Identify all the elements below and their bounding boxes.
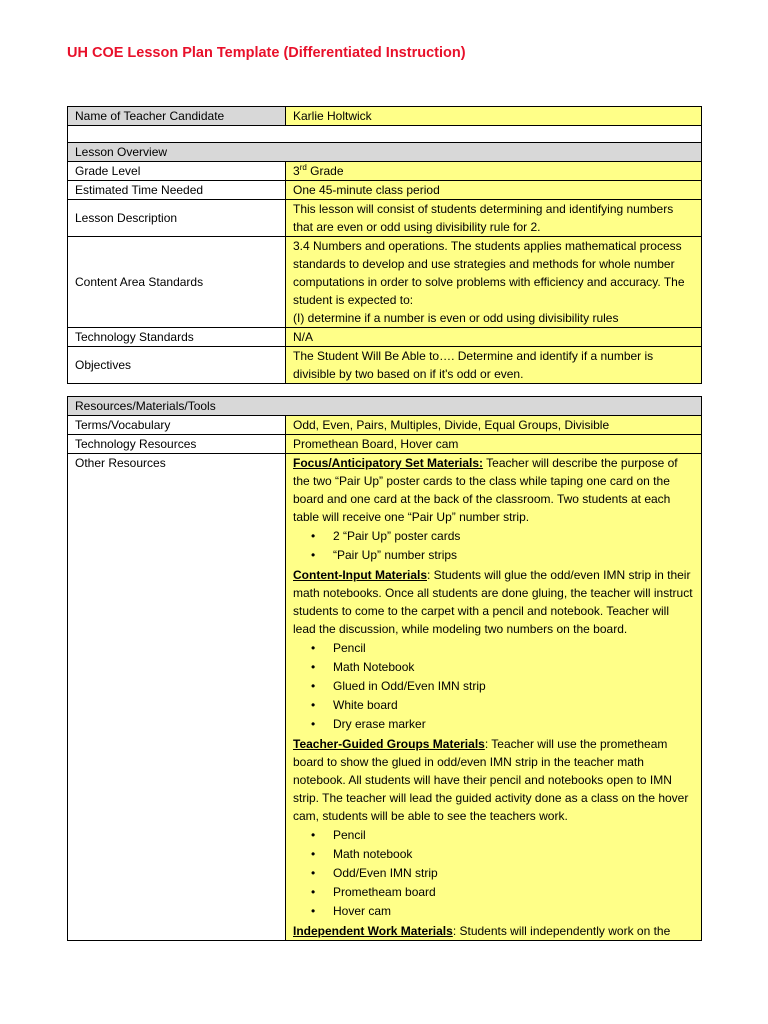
objectives-row	[68, 347, 702, 384]
list-item: • “Pair Up” number strips	[333, 546, 694, 565]
lesson-description-value: This lesson will consist of students determining and identifying numbers that are even or odd using divisibility rule for 2.	[286, 200, 702, 237]
terms-value: Odd, Even, Pairs, Multiples, Divide, Equal Groups, Divisible	[286, 416, 702, 435]
resources-heading: Resources/Materials/Tools	[68, 397, 702, 416]
terms-row	[68, 416, 702, 435]
technology-standards-label: Technology Standards	[68, 328, 286, 347]
tech-resources-label: Technology Resources	[68, 435, 286, 454]
list-item: • White board	[333, 696, 694, 715]
list-item: • Prometheam board	[333, 883, 694, 902]
grade-level-value: 3rd Grade	[286, 162, 702, 181]
independent-work-paragraph: Independent Work Materials: Students will independently work on the	[293, 924, 671, 938]
resources-heading-row	[68, 397, 702, 416]
list-item: • Math notebook	[333, 845, 694, 864]
focus-materials-heading: Focus/Anticipatory Set Materials:	[293, 456, 484, 470]
tech-resources-row	[68, 435, 702, 454]
list-item: • Math Notebook	[333, 658, 694, 677]
focus-materials-list	[293, 527, 694, 565]
tech-resources-value: Promethean Board, Hover cam	[286, 435, 702, 454]
time-needed-value: One 45-minute class period	[286, 181, 702, 200]
technology-standards-value: N/A	[286, 328, 702, 347]
content-standards-label: Content Area Standards	[68, 237, 286, 328]
lesson-description-label: Lesson Description	[68, 200, 286, 237]
list-item: • Pencil	[333, 639, 694, 658]
overview-heading: Lesson Overview	[68, 143, 702, 162]
content-standards-row	[68, 237, 702, 328]
list-item: • Odd/Even IMN strip	[333, 864, 694, 883]
teacher-guided-heading: Teacher-Guided Groups Materials	[293, 737, 485, 751]
spacer-cell	[68, 126, 702, 143]
terms-label: Terms/Vocabulary	[68, 416, 286, 435]
overview-heading-row	[68, 143, 702, 162]
teacher-guided-paragraph: Teacher-Guided Groups Materials: Teacher will use the prometheam board to show the glued in odd/even IMN strip in the teacher math notebook. All students will have their pencil and notebooks open to IMN strip. The teacher will lead the guided activity done as a class on the hover cam, students will be able to see the teachers work.	[293, 737, 689, 823]
document-title: UH COE Lesson Plan Template (Differentiated Instruction)	[67, 45, 466, 61]
content-input-heading: Content-Input Materials	[293, 568, 427, 582]
content-input-paragraph: Content-Input Materials: Students will glue the odd/even IMN strip in their math notebooks. Once all students are done gluing, the teacher will instruct students to come to the carpet with a pencil and notebook. Teacher will lead the discussion, while modeling two numbers on the board.	[293, 568, 693, 636]
focus-materials-paragraph: Focus/Anticipatory Set Materials: Teacher will describe the purpose of the two “Pair Up” poster cards to the class while taping one card on the board and one card at the back of the classroom. Two students at each table will receive one “Pair Up” number strip.	[293, 456, 678, 524]
list-item: • Pencil	[333, 826, 694, 845]
other-resources-value	[286, 454, 702, 941]
lesson-overview-table	[67, 106, 702, 384]
other-resources-label: Other Resources	[68, 454, 286, 941]
time-needed-row	[68, 181, 702, 200]
list-item: • 2 “Pair Up” poster cards	[333, 527, 694, 546]
resources-table	[67, 396, 702, 941]
teacher-name: Karlie Holtwick	[286, 107, 702, 126]
objectives-label: Objectives	[68, 347, 286, 384]
lesson-description-row	[68, 200, 702, 237]
list-item: • Hover cam	[333, 902, 694, 921]
teacher-row	[68, 107, 702, 126]
spacer-row	[68, 126, 702, 143]
technology-standards-row	[68, 328, 702, 347]
other-resources-row	[68, 454, 702, 941]
content-input-list	[293, 639, 694, 734]
list-item: • Glued in Odd/Even IMN strip	[333, 677, 694, 696]
grade-level-label: Grade Level	[68, 162, 286, 181]
content-standards-value: 3.4 Numbers and operations. The students applies mathematical process standards to develop and use strategies and methods for whole number computations in order to solve problems with efficiency and accuracy. The student is expected to: (I) determine if a number is even or odd using divisibility rules	[286, 237, 702, 328]
grade-level-row	[68, 162, 702, 181]
time-needed-label: Estimated Time Needed	[68, 181, 286, 200]
teacher-guided-list	[293, 826, 694, 921]
list-item: • Dry erase marker	[333, 715, 694, 734]
objectives-value: The Student Will Be Able to…. Determine and identify if a number is divisible by two based on if it's odd or even.	[286, 347, 702, 384]
teacher-label: Name of Teacher Candidate	[68, 107, 286, 126]
independent-work-heading: Independent Work Materials	[293, 924, 453, 938]
